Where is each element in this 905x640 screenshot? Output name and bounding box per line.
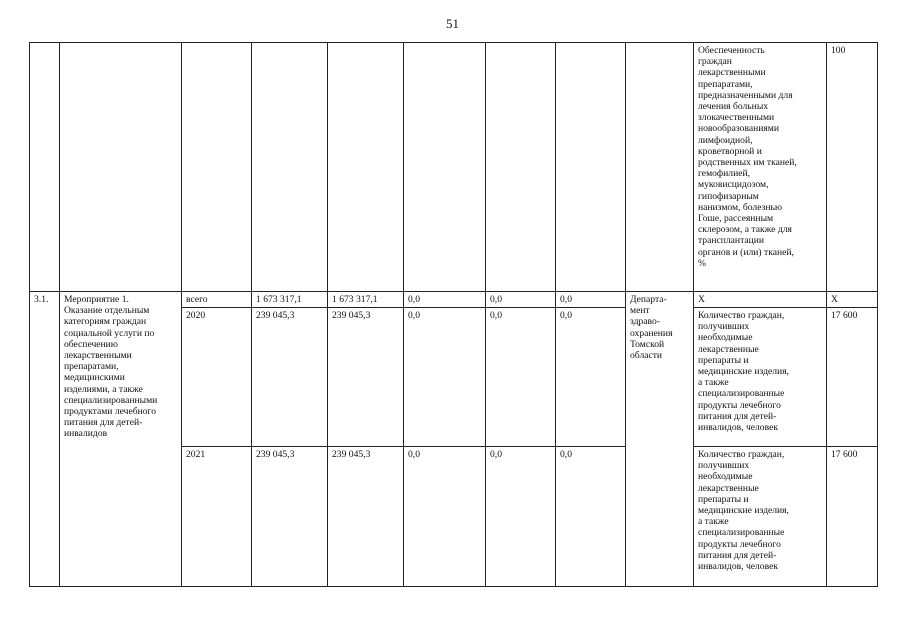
cell-empty bbox=[404, 43, 486, 292]
funding-cell: 1 673 317,1 bbox=[328, 292, 404, 308]
cell-empty bbox=[252, 43, 328, 292]
funding-cell: 0,0 bbox=[556, 308, 626, 447]
period-cell: всего bbox=[182, 292, 252, 308]
table-row-total bbox=[30, 292, 878, 308]
cell-empty bbox=[626, 43, 694, 292]
funding-cell: 239 045,3 bbox=[328, 447, 404, 587]
period-cell: 2020 bbox=[182, 308, 252, 447]
indicator-cell: Обеспеченность граждан лекарственными препаратами, предназначенными для лечения больных злокачественными новообразованиями лимфоидной, кроветворной и родственных им тканей, гемофилией, муковисцидозом, гипофизарным нанизмом, болезнью Гоше, рассеянным склерозом, а также для трансплантации органов и (или) тканей, % bbox=[694, 43, 827, 292]
indicator-value-cell: X bbox=[827, 292, 878, 308]
program-activities-table bbox=[29, 42, 878, 587]
indicator-cell: X bbox=[694, 292, 827, 308]
table-row-continuation bbox=[30, 43, 878, 292]
funding-cell: 0,0 bbox=[486, 292, 556, 308]
activity-name-cell: Мероприятие 1. Оказание отдельным категориям граждан социальной услуги по обеспечению лекарственными препаратами, медицинскими изделиями, а также специализированными продуктами лечебного питания для детей- инвалидов bbox=[60, 292, 182, 587]
funding-cell: 0,0 bbox=[486, 447, 556, 587]
cell-empty bbox=[556, 43, 626, 292]
total-funding-cell: 239 045,3 bbox=[252, 447, 328, 587]
funding-cell: 0,0 bbox=[404, 308, 486, 447]
cell-empty bbox=[60, 43, 182, 292]
total-funding-cell: 239 045,3 bbox=[252, 308, 328, 447]
funding-cell: 0,0 bbox=[404, 292, 486, 308]
funding-cell: 0,0 bbox=[404, 447, 486, 587]
funding-cell: 0,0 bbox=[556, 447, 626, 587]
indicator-cell: Количество граждан, получивших необходимые лекарственные препараты и медицинские изделия, а также специализированные продукты лечебного питания для детей- инвалидов, человек bbox=[694, 308, 827, 447]
period-cell: 2021 bbox=[182, 447, 252, 587]
cell-empty bbox=[328, 43, 404, 292]
indicator-cell: Количество граждан, получивших необходимые лекарственные препараты и медицинские изделия, а также специализированные продукты лечебного питания для детей- инвалидов, человек bbox=[694, 447, 827, 587]
executor-cell: Департа- мент здраво- охранения Томской области bbox=[626, 292, 694, 587]
indicator-value-cell: 17 600 bbox=[827, 447, 878, 587]
page-number: 51 bbox=[446, 16, 459, 31]
activity-number-cell: 3.1. bbox=[30, 292, 60, 587]
cell-empty bbox=[486, 43, 556, 292]
funding-cell: 239 045,3 bbox=[328, 308, 404, 447]
funding-cell: 0,0 bbox=[556, 292, 626, 308]
cell-empty bbox=[182, 43, 252, 292]
indicator-value-cell: 100 bbox=[827, 43, 878, 292]
indicator-value-cell: 17 600 bbox=[827, 308, 878, 447]
total-funding-cell: 1 673 317,1 bbox=[252, 292, 328, 308]
cell-empty bbox=[30, 43, 60, 292]
funding-cell: 0,0 bbox=[486, 308, 556, 447]
